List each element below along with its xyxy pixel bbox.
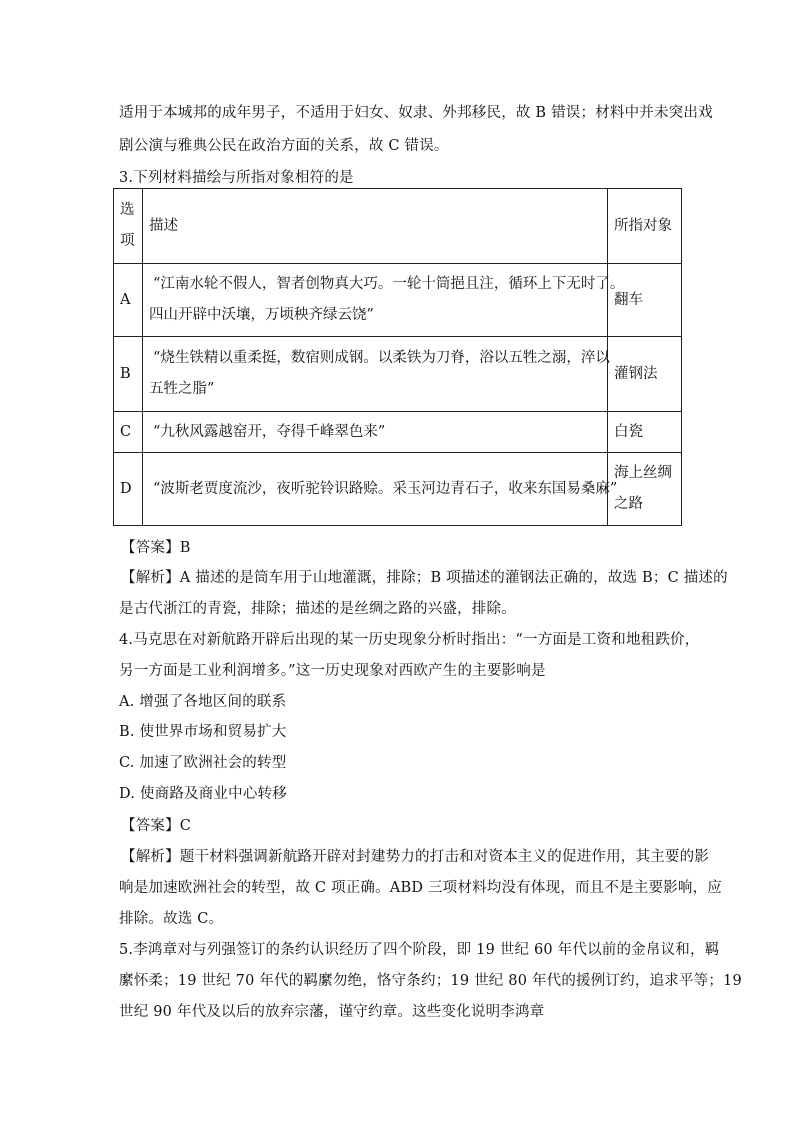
option-cell: A [114,264,143,337]
option-cell: C [114,412,143,453]
intro-line-2: 剧公演与雅典公民在政治方面的关系，故 C 错误。 [119,138,449,154]
header-target: 所指对象 [608,189,682,264]
description-cell [143,412,608,453]
option-d: D. 使商路及商业中心转移 [119,786,287,802]
description-line: 五牲之脂” [149,381,215,397]
intro-line-1: 适用于本城邦的成年男子，不适用于妇女、奴隶、外邦移民，故 B 错误；材料中并未突出戏 [119,105,713,121]
table-row [114,453,682,526]
target-cell: 白瓷 [608,412,682,453]
target-line: 之路 [614,496,643,512]
question-5-stem-line-1: 5.李鸿章对与列强签订的条约认识经历了四个阶段，即 19 世纪 60 年代以前的金帛议和，羁 [119,942,720,958]
question-4-stem-line-2: 另一方面是工业利润增多。”这一历史现象对西欧产生的主要影响是 [119,663,546,679]
answer-3: 【答案】B [121,540,191,556]
header-option [114,189,143,264]
analysis-3-line-2: 是古代浙江的青瓷，排除；描述的是丝绸之路的兴盛，排除。 [119,601,516,617]
target-cell: 翻车 [608,264,682,337]
header-option-line-1: 选 [120,202,135,218]
description-cell [143,264,625,337]
question-4-stem-line-1: 4.马克思在对新航路开辟后出现的某一历史现象分析时指出：“一方面是工资和地租跌价， [119,632,700,648]
question-3-stem: 3.下列材料描绘与所指对象相符的是 [119,170,354,186]
target-cell: 灌钢法 [608,337,682,412]
target-line: 海上丝绸 [614,465,672,481]
question-3-table [113,188,682,526]
target-cell [608,453,682,526]
analysis-4-line-3: 排除。故选 C。 [119,911,224,927]
question-5-stem-line-3: 世纪 90 年代及以后的放弃宗藩，谨守约章。这些变化说明李鸿章 [119,1004,545,1020]
header-option-line-2: 项 [120,233,135,249]
question-5-stem-line-2: 縻怀柔；19 世纪 70 年代的羁縻勿绝，恪守条约；19 世纪 80 年代的援例订约，追求平等；19 [119,973,742,989]
table-row [114,337,682,412]
table-row [114,412,682,453]
option-cell: D [114,453,143,526]
description-cell [143,337,608,412]
description-line: “烧生铁精以重柔挺，数宿则成钢。以柔铁为刀脊，浴以五牲之溺，淬以 [153,350,610,366]
table-header-row [114,189,682,264]
description-line: “波斯老贾度流沙，夜听驼铃识路赊。采玉河边青石子，收来东国易桑麻” [153,480,618,497]
description-line: 四山开辟中沃壤，万顷秧齐绿云饶” [149,307,374,323]
description-line: “江南水轮不假人，智者创物真大巧。一轮十筒挹且注，循环上下无时了。 [153,276,625,292]
option-cell: B [114,337,143,412]
answer-4: 【答案】C [121,818,192,834]
option-c: C. 加速了欧洲社会的转型 [119,755,287,771]
option-b: B. 使世界市场和贸易扩大 [119,724,287,740]
analysis-4-line-1: 【解析】题干材料强调新航路开辟对封建势力的打击和对资本主义的促进作用，其主要的影 [121,849,709,865]
table-row [114,264,682,337]
header-description: 描述 [143,189,608,264]
description-line: “九秋风露越窑开，夺得千峰翠色来” [153,423,386,440]
analysis-3-line-1: 【解析】A 描述的是筒车用于山地灌溉，排除；B 项描述的灌钢法正确的，故选 B；C 描述的 [121,570,728,586]
analysis-4-line-2: 响是加速欧洲社会的转型，故 C 项正确。ABD 三项材料均没有体现，而且不是主要影响，应 [119,880,722,896]
option-a: A. 增强了各地区间的联系 [119,694,287,710]
description-cell [143,453,618,526]
